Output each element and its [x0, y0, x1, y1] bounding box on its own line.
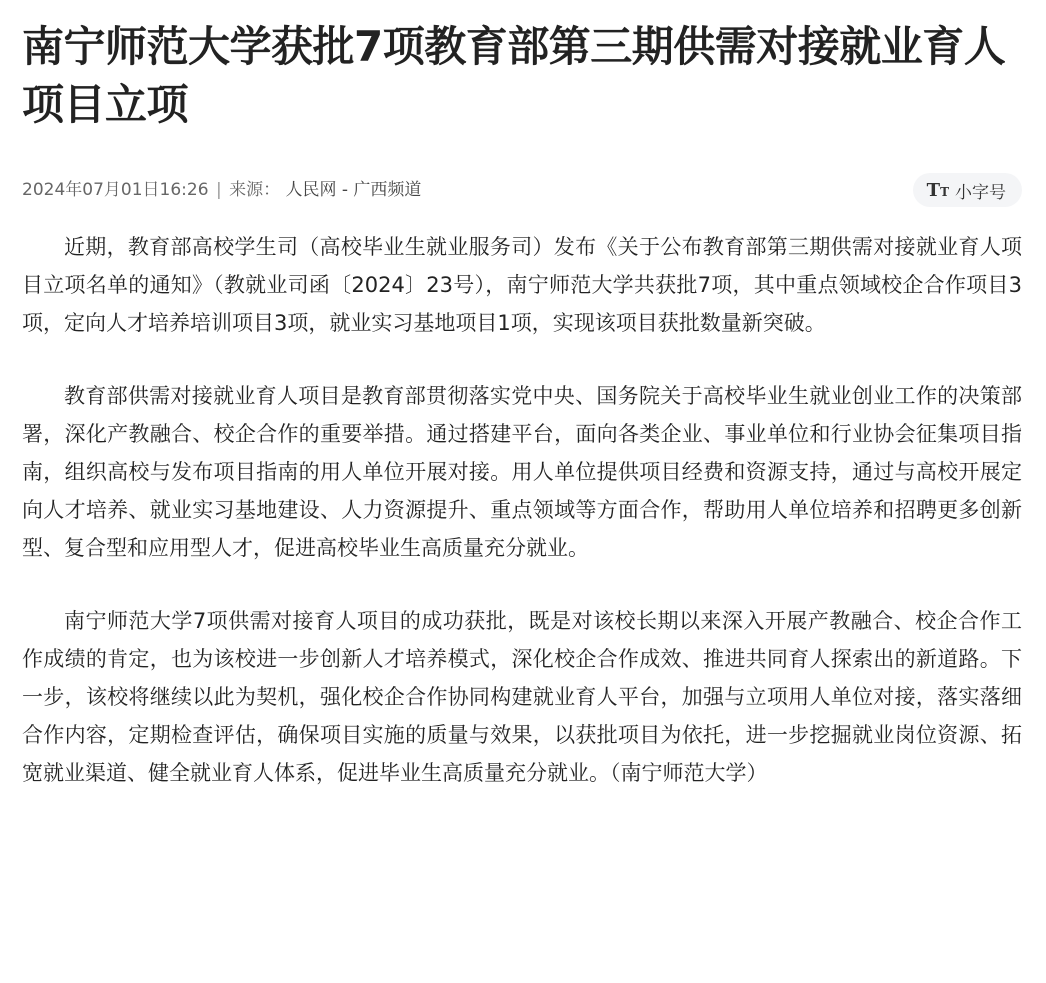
article-title: 南宁师范大学获批7项教育部第三期供需对接就业育人项目立项 — [22, 22, 1006, 129]
source-label: 来源： — [229, 180, 281, 200]
text-size-icon-small: T — [940, 184, 949, 199]
article-meta — [22, 172, 421, 208]
text-size-icon-big: T — [926, 179, 941, 201]
article-paragraph: 南宁师范大学7项供需对接育人项目的成功获批，既是对该校长期以来深入开展产教融合、校企合作工作成绩的肯定，也为该校进一步创新人才培养模式，深化校企合作成效、推进共同育人探索出的新道路。下一步，该校将继续以此为契机，强化校企合作协同构建就业育人平台，加强与立项用人单位对接，落实落细合作内容，定期检查评估，确保项目实施的质量与效果，以获批项目为依托，进一步挖掘就业岗位资源、拓宽就业渠道、健全就业育人体系，促进毕业生高质量充分就业。（南宁师范大学） — [22, 608, 1022, 786]
font-size-button-label: 小字号 — [955, 182, 1006, 203]
source-link[interactable]: 人民网 - 广西频道 — [285, 180, 422, 200]
article-body — [22, 228, 1022, 793]
article-paragraph: 近期，教育部高校学生司（高校毕业生就业服务司）发布《关于公布教育部第三期供需对接就业育人项目立项名单的通知》（教就业司函〔2024〕23号），南宁师范大学共获批7项，其中重点领域校企合作项目3项，定向人才培养培训项目3项，就业实习基地项目1项，实现该项目获批数量新突破。 — [22, 235, 1022, 336]
article-paragraph: 教育部供需对接就业育人项目是教育部贯彻落实党中央、国务院关于高校毕业生就业创业工作的决策部署，深化产教融合、校企合作的重要举措。通过搭建平台，面向各类企业、事业单位和行业协会征集项目指南，组织高校与发布项目指南的用人单位开展对接。用人单位提供项目经费和资源支持，通过与高校开展定向人才培养、就业实习基地建设、人力资源提升、重点领域等方面合作，帮助用人单位培养和招聘更多创新型、复合型和应用型人才，促进高校毕业生高质量充分就业。 — [22, 383, 1022, 561]
text-size-icon — [927, 180, 949, 201]
font-size-button[interactable] — [913, 173, 1022, 207]
publish-datetime: 2024年07月01日16:26 — [22, 180, 209, 200]
meta-separator: | — [215, 180, 222, 200]
article-meta-row — [22, 172, 1022, 208]
